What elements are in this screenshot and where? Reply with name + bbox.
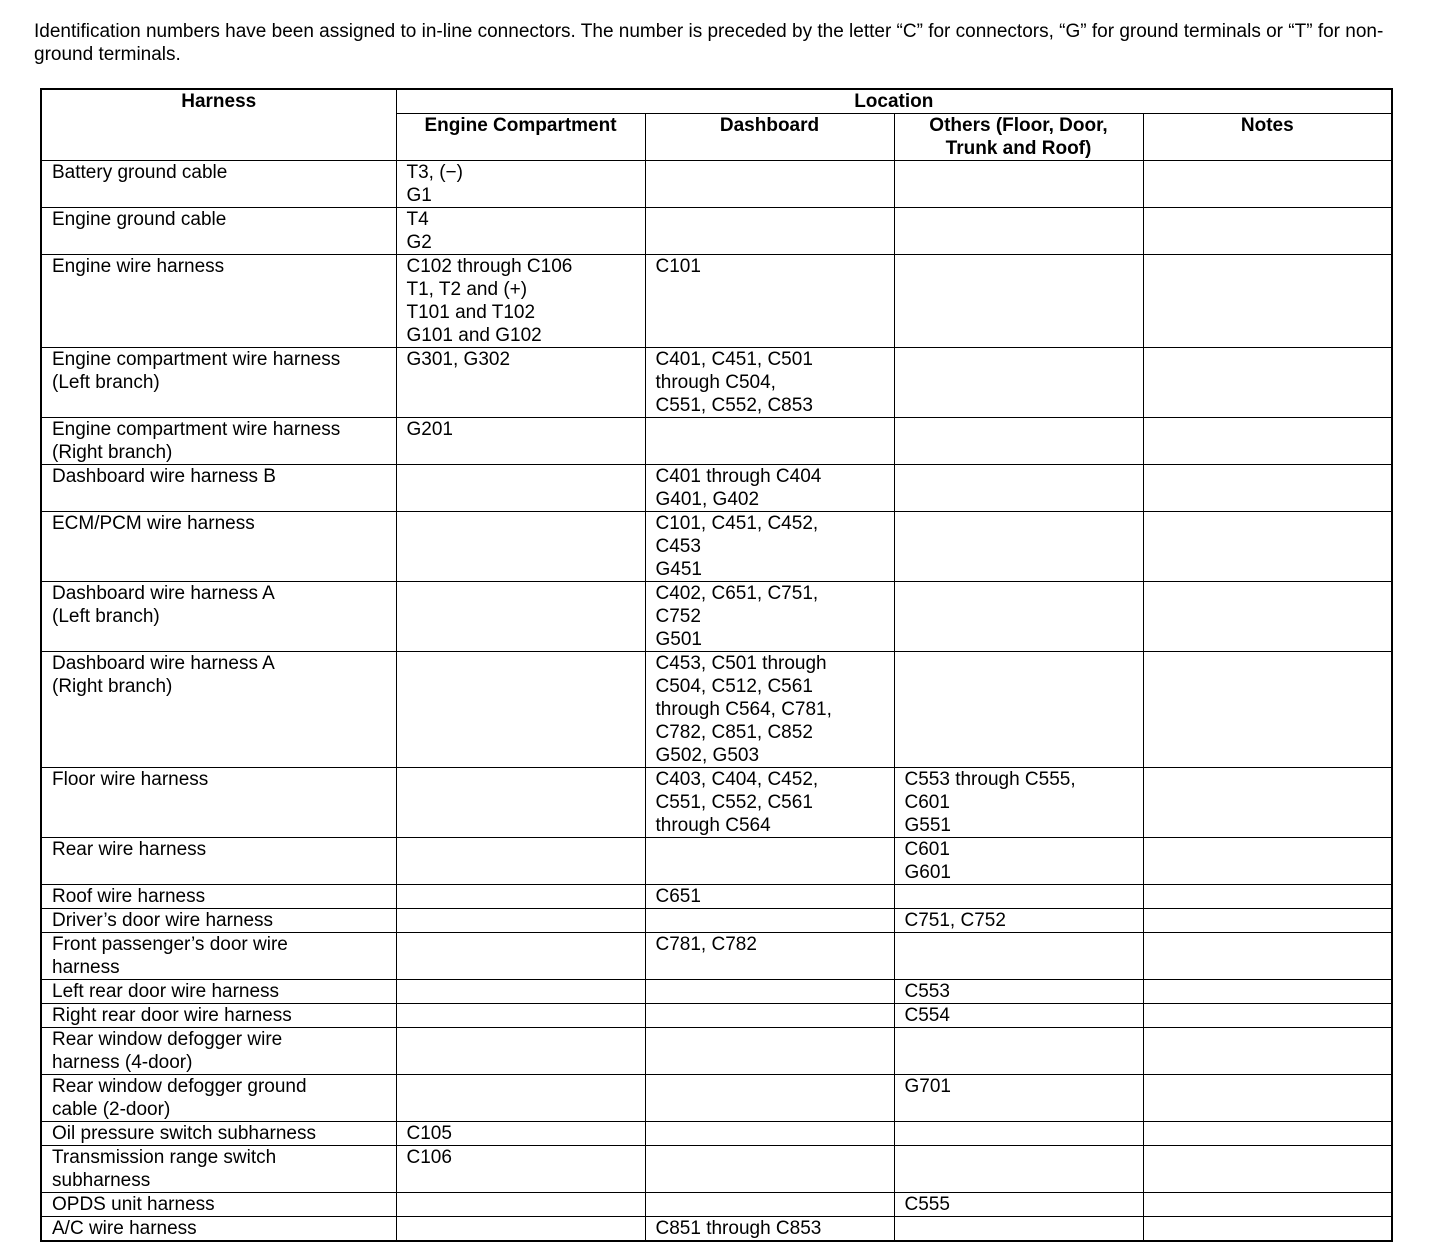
- cell-dashboard: C851 through C853: [645, 1217, 894, 1242]
- cell-engine-compartment: [396, 465, 645, 512]
- cell-harness: Dashboard wire harness A (Left branch): [41, 582, 396, 652]
- cell-harness: Rear wire harness: [41, 838, 396, 885]
- cell-engine-compartment: [396, 909, 645, 933]
- cell-others: C553 through C555, C601 G551: [894, 768, 1143, 838]
- cell-notes: [1143, 582, 1392, 652]
- table-row: [41, 1028, 1392, 1075]
- cell-harness: Engine ground cable: [41, 208, 396, 255]
- cell-harness: Front passenger’s door wire harness: [41, 933, 396, 980]
- cell-engine-compartment: [396, 768, 645, 838]
- cell-engine-compartment: [396, 652, 645, 768]
- cell-notes: [1143, 208, 1392, 255]
- cell-harness: Dashboard wire harness A (Right branch): [41, 652, 396, 768]
- cell-notes: [1143, 465, 1392, 512]
- cell-others: [894, 885, 1143, 909]
- table-body: [41, 161, 1392, 1242]
- cell-others: C554: [894, 1004, 1143, 1028]
- table-row: [41, 980, 1392, 1004]
- table-row: [41, 418, 1392, 465]
- cell-notes: [1143, 1217, 1392, 1242]
- cell-others: [894, 1146, 1143, 1193]
- cell-others: [894, 1028, 1143, 1075]
- header-engine-compartment: Engine Compartment: [396, 114, 645, 161]
- cell-engine-compartment: C102 through C106 T1, T2 and (+) T101 and T102 G101 and G102: [396, 255, 645, 348]
- cell-notes: [1143, 512, 1392, 582]
- cell-harness: Rear window defogger ground cable (2-door): [41, 1075, 396, 1122]
- header-others: Others (Floor, Door, Trunk and Roof): [894, 114, 1143, 161]
- cell-others: [894, 161, 1143, 208]
- cell-harness: Floor wire harness: [41, 768, 396, 838]
- cell-engine-compartment: T3, (−) G1: [396, 161, 645, 208]
- cell-engine-compartment: [396, 1028, 645, 1075]
- cell-others: C555: [894, 1193, 1143, 1217]
- header-dashboard: Dashboard: [645, 114, 894, 161]
- cell-notes: [1143, 909, 1392, 933]
- cell-notes: [1143, 980, 1392, 1004]
- header-harness: Harness: [41, 89, 396, 161]
- cell-dashboard: [645, 1028, 894, 1075]
- cell-engine-compartment: [396, 1193, 645, 1217]
- cell-engine-compartment: G301, G302: [396, 348, 645, 418]
- cell-dashboard: C401 through C404 G401, G402: [645, 465, 894, 512]
- cell-engine-compartment: C105: [396, 1122, 645, 1146]
- cell-others: C553: [894, 980, 1143, 1004]
- cell-notes: [1143, 1193, 1392, 1217]
- cell-others: [894, 255, 1143, 348]
- cell-engine-compartment: [396, 933, 645, 980]
- cell-dashboard: [645, 418, 894, 465]
- cell-harness: Rear window defogger wire harness (4-door): [41, 1028, 396, 1075]
- cell-harness: Battery ground cable: [41, 161, 396, 208]
- cell-notes: [1143, 1075, 1392, 1122]
- cell-engine-compartment: [396, 512, 645, 582]
- table-row: [41, 838, 1392, 885]
- cell-harness: Engine compartment wire harness (Right branch): [41, 418, 396, 465]
- table-row: [41, 582, 1392, 652]
- table-row: [41, 1146, 1392, 1193]
- cell-harness: Engine wire harness: [41, 255, 396, 348]
- cell-others: C751, C752: [894, 909, 1143, 933]
- table-row: [41, 1004, 1392, 1028]
- cell-dashboard: C101, C451, C452, C453 G451: [645, 512, 894, 582]
- cell-dashboard: C401, C451, C501 through C504, C551, C552, C853: [645, 348, 894, 418]
- table-row: [41, 933, 1392, 980]
- cell-others: [894, 582, 1143, 652]
- header-location: Location: [396, 89, 1392, 114]
- cell-dashboard: [645, 980, 894, 1004]
- cell-engine-compartment: [396, 885, 645, 909]
- cell-engine-compartment: [396, 980, 645, 1004]
- cell-others: [894, 512, 1143, 582]
- cell-others: [894, 652, 1143, 768]
- cell-harness: Engine compartment wire harness (Left branch): [41, 348, 396, 418]
- cell-notes: [1143, 885, 1392, 909]
- cell-dashboard: C781, C782: [645, 933, 894, 980]
- header-notes: Notes: [1143, 114, 1392, 161]
- table-row: [41, 1193, 1392, 1217]
- cell-others: [894, 465, 1143, 512]
- table-row: [41, 161, 1392, 208]
- table-row: [41, 208, 1392, 255]
- cell-harness: Roof wire harness: [41, 885, 396, 909]
- cell-dashboard: [645, 838, 894, 885]
- table-row: [41, 512, 1392, 582]
- cell-harness: Left rear door wire harness: [41, 980, 396, 1004]
- cell-notes: [1143, 1122, 1392, 1146]
- table-row: [41, 885, 1392, 909]
- cell-harness: Driver’s door wire harness: [41, 909, 396, 933]
- cell-harness: Oil pressure switch subharness: [41, 1122, 396, 1146]
- cell-notes: [1143, 418, 1392, 465]
- cell-harness: Dashboard wire harness B: [41, 465, 396, 512]
- table-row: [41, 768, 1392, 838]
- cell-engine-compartment: C106: [396, 1146, 645, 1193]
- cell-harness: A/C wire harness: [41, 1217, 396, 1242]
- cell-notes: [1143, 1028, 1392, 1075]
- intro-text: Identification numbers have been assigned to in-line connectors. The number is preceded by the letter “C” for connectors, “G” for ground terminals or “T” for non-ground terminals.: [34, 21, 1384, 65]
- cell-others: [894, 1217, 1143, 1242]
- cell-others: [894, 1122, 1143, 1146]
- table-row: [41, 465, 1392, 512]
- cell-others: C601 G601: [894, 838, 1143, 885]
- cell-notes: [1143, 652, 1392, 768]
- cell-notes: [1143, 933, 1392, 980]
- harness-location-table: [40, 88, 1393, 1242]
- cell-notes: [1143, 255, 1392, 348]
- cell-notes: [1143, 768, 1392, 838]
- table-row: [41, 1075, 1392, 1122]
- cell-dashboard: [645, 1193, 894, 1217]
- cell-dashboard: [645, 208, 894, 255]
- cell-dashboard: C651: [645, 885, 894, 909]
- cell-notes: [1143, 1146, 1392, 1193]
- cell-others: [894, 933, 1143, 980]
- cell-others: [894, 208, 1143, 255]
- cell-notes: [1143, 1004, 1392, 1028]
- cell-engine-compartment: [396, 1217, 645, 1242]
- cell-engine-compartment: [396, 582, 645, 652]
- table-row: [41, 909, 1392, 933]
- cell-dashboard: C453, C501 through C504, C512, C561 through C564, C781, C782, C851, C852 G502, G503: [645, 652, 894, 768]
- table-row: [41, 652, 1392, 768]
- cell-harness: ECM/PCM wire harness: [41, 512, 396, 582]
- table-row: [41, 1122, 1392, 1146]
- table-row: [41, 255, 1392, 348]
- cell-notes: [1143, 161, 1392, 208]
- cell-dashboard: C402, C651, C751, C752 G501: [645, 582, 894, 652]
- cell-others: [894, 348, 1143, 418]
- cell-dashboard: [645, 1004, 894, 1028]
- cell-dashboard: [645, 161, 894, 208]
- cell-harness: Right rear door wire harness: [41, 1004, 396, 1028]
- cell-dashboard: C403, C404, C452, C551, C552, C561 through C564: [645, 768, 894, 838]
- cell-engine-compartment: G201: [396, 418, 645, 465]
- cell-engine-compartment: T4 G2: [396, 208, 645, 255]
- table-row: [41, 1217, 1392, 1242]
- cell-engine-compartment: [396, 1075, 645, 1122]
- cell-dashboard: [645, 1122, 894, 1146]
- cell-others: G701: [894, 1075, 1143, 1122]
- cell-dashboard: [645, 909, 894, 933]
- table-row: [41, 348, 1392, 418]
- cell-engine-compartment: [396, 1004, 645, 1028]
- cell-harness: Transmission range switch subharness: [41, 1146, 396, 1193]
- cell-dashboard: [645, 1075, 894, 1122]
- cell-notes: [1143, 838, 1392, 885]
- cell-dashboard: C101: [645, 255, 894, 348]
- cell-engine-compartment: [396, 838, 645, 885]
- cell-harness: OPDS unit harness: [41, 1193, 396, 1217]
- cell-notes: [1143, 348, 1392, 418]
- cell-others: [894, 418, 1143, 465]
- cell-dashboard: [645, 1146, 894, 1193]
